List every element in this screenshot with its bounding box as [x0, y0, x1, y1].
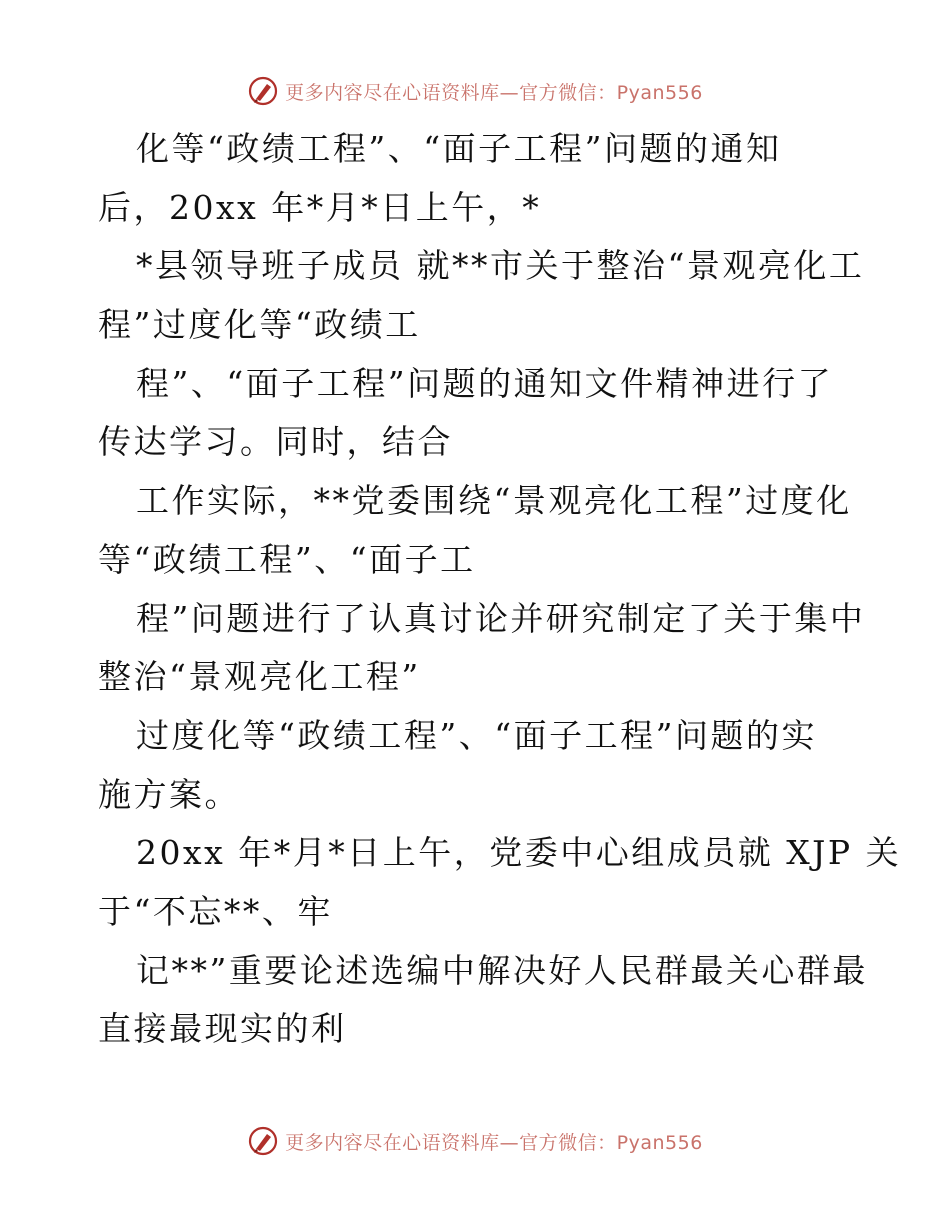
body-line: 程”、“面子工程”问题的通知文件精神进行了 [136, 363, 834, 403]
body-line: 施方案。 [98, 774, 240, 814]
body-line: 后，20xx 年*月*日上午，* [98, 187, 542, 227]
body-line: 记**”重要论述选编中解决好人民群最关心群最 [136, 950, 868, 990]
pen-logo-icon [247, 75, 279, 107]
body-line: 直接最现实的利 [98, 1009, 347, 1049]
body-line: 整治“景观亮化工程” [98, 657, 421, 697]
body-line: 于“不忘**、牢 [98, 891, 333, 931]
body-line: 化等“政绩工程”、“面子工程”问题的通知 [136, 129, 782, 168]
body-line: 等“政绩工程”、“面子工 [98, 539, 476, 579]
body-line: *县领导班子成员 就**市关于整治“景观亮化工 [136, 246, 865, 286]
body-line: 传达学习。同时，结合 [98, 422, 453, 462]
watermark-text: 更多内容尽在心语资料库—官方微信：Pyan556 [285, 1131, 703, 1154]
footer-watermark [0, 1121, 950, 1161]
header-watermark [0, 71, 950, 111]
body-line: 20xx 年*月*日上午，党委中心组成员就 XJP 关 [136, 833, 902, 873]
body-line: 程”问题进行了认真讨论并研究制定了关于集中 [136, 598, 866, 638]
watermark-text: 更多内容尽在心语资料库—官方微信：Pyan556 [285, 81, 703, 104]
document-body [98, 120, 902, 1059]
body-line: 过度化等“政绩工程”、“面子工程”问题的实 [136, 715, 817, 755]
body-line: 程”过度化等“政绩工 [98, 305, 421, 345]
pen-logo-icon [247, 1125, 279, 1157]
body-line: 工作实际，**党委围绕“景观亮化工程”过度化 [136, 481, 852, 521]
